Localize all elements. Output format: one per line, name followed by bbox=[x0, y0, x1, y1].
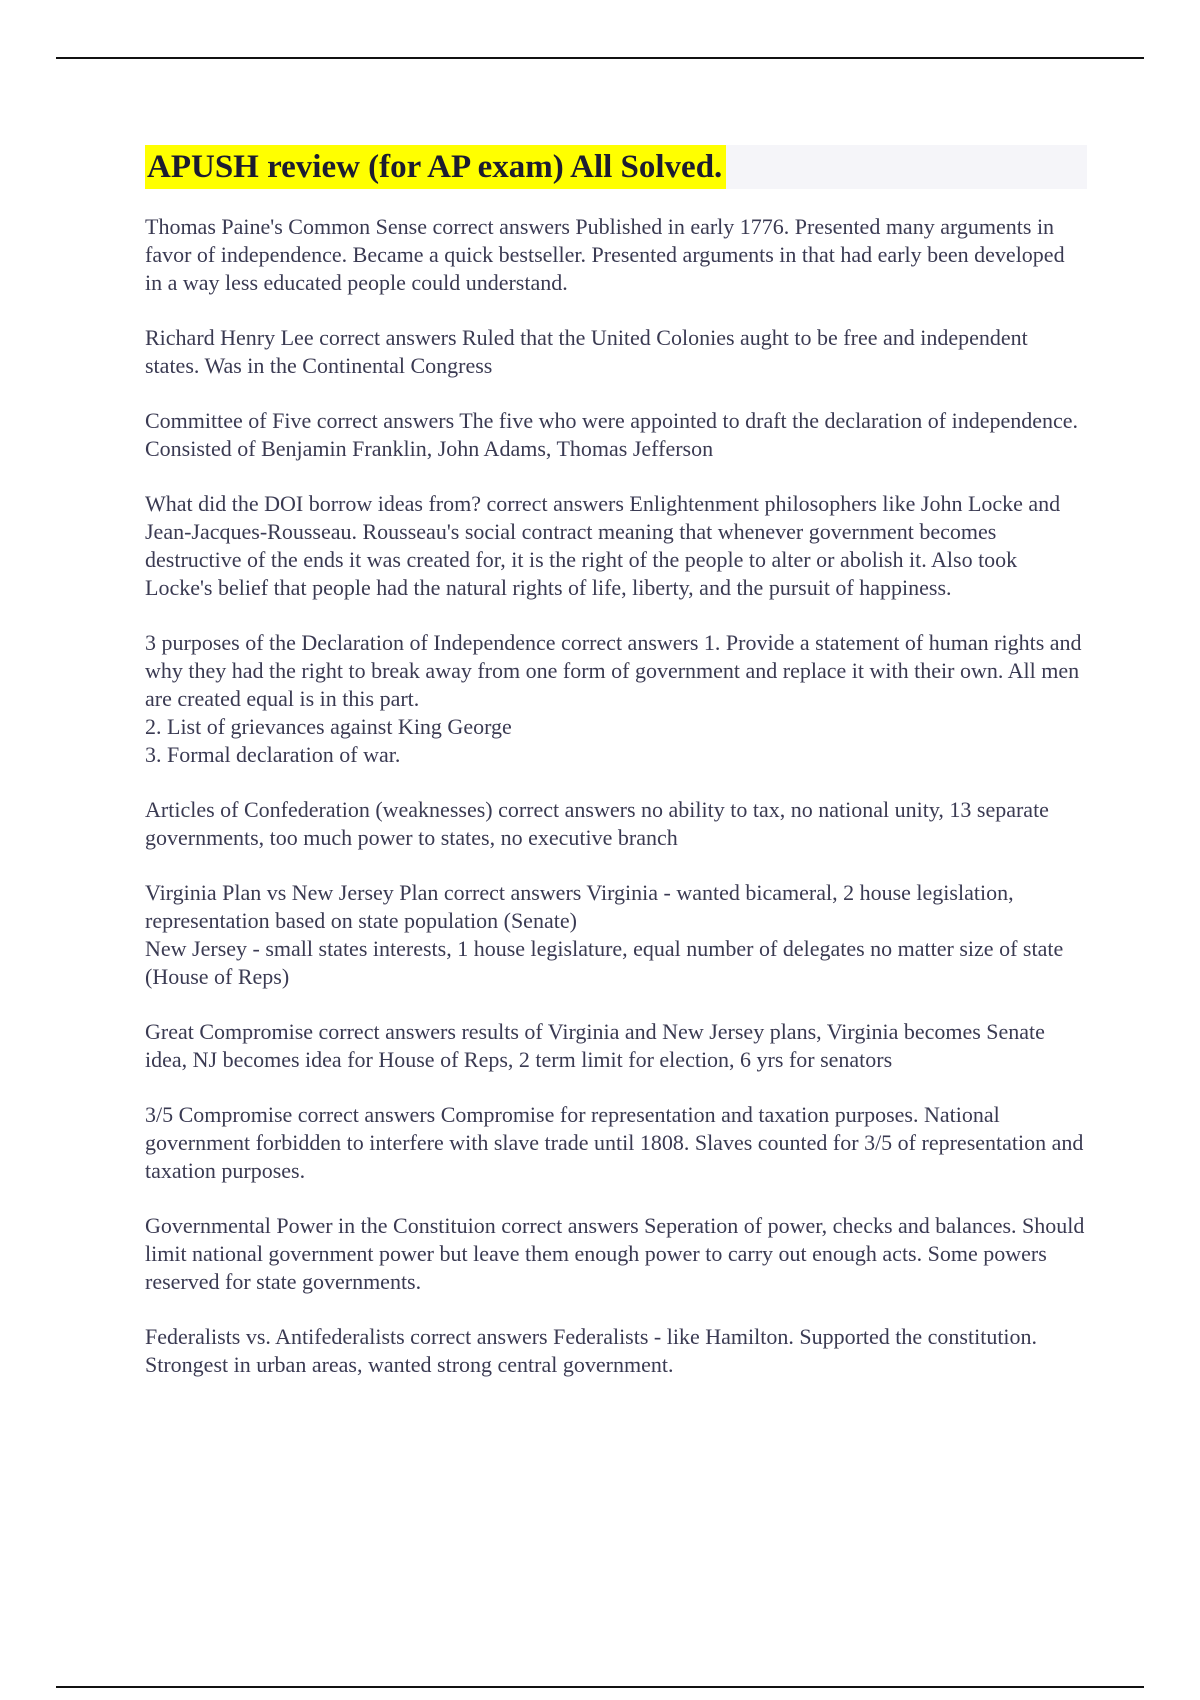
entry-list bbox=[145, 213, 1087, 1379]
qa-entry bbox=[145, 324, 1087, 380]
entry-text: Richard Henry Lee correct answers Ruled that the United Colonies aught to be free and independent states. Was in the Continental Congress bbox=[145, 325, 1028, 378]
qa-entry bbox=[145, 796, 1087, 852]
document-title: APUSH review (for AP exam) All Solved. bbox=[145, 145, 726, 189]
qa-entry bbox=[145, 629, 1087, 769]
entry-text: 2. List of grievances against King George bbox=[145, 714, 512, 739]
entry-text: Articles of Confederation (weaknesses) correct answers no ability to tax, no national unity, 13 separate governments, too much power to states, no executive branch bbox=[145, 797, 1049, 850]
qa-entry bbox=[145, 1212, 1087, 1296]
entry-text: Governmental Power in the Constituion correct answers Seperation of power, checks and balances. Should limit national government power but leave them enough power to carry out enough acts. Some powers reserved for state governments. bbox=[145, 1213, 1085, 1294]
title-band bbox=[145, 145, 1087, 189]
qa-entry bbox=[145, 407, 1087, 463]
qa-entry bbox=[145, 490, 1087, 602]
header-rule bbox=[56, 57, 1144, 59]
document-body bbox=[145, 145, 1087, 1406]
entry-text: 3. Formal declaration of war. bbox=[145, 742, 401, 767]
qa-entry bbox=[145, 1018, 1087, 1074]
entry-text: 3 purposes of the Declaration of Independence correct answers 1. Provide a statement of human rights and why they had the right to break away from one form of government and replace it with their own. All men are created equal is in this part. bbox=[145, 630, 1082, 711]
qa-entry bbox=[145, 1323, 1087, 1379]
entry-text: 3/5 Compromise correct answers Compromise for representation and taxation purposes. National government forbidden to interfere with slave trade until 1808. Slaves counted for 3/5 of representation and taxation purposes. bbox=[145, 1102, 1084, 1183]
entry-text: Great Compromise correct answers results of Virginia and New Jersey plans, Virginia becomes Senate idea, NJ becomes idea for House of Reps, 2 term limit for election, 6 yrs for senators bbox=[145, 1019, 1045, 1072]
entry-text: Federalists vs. Antifederalists correct answers Federalists - like Hamilton. Supported the constitution. Strongest in urban areas, wanted strong central government. bbox=[145, 1324, 1038, 1377]
qa-entry bbox=[145, 879, 1087, 991]
qa-entry bbox=[145, 1101, 1087, 1185]
entry-text: Committee of Five correct answers The five who were appointed to draft the declaration of independence. Consisted of Benjamin Franklin, John Adams, Thomas Jefferson bbox=[145, 408, 1079, 461]
entry-text: Thomas Paine's Common Sense correct answers Published in early 1776. Presented many arguments in favor of independence. Became a quick bestseller. Presented arguments in that had early been developed in a way less educated people could understand. bbox=[145, 214, 1065, 295]
entry-text: What did the DOI borrow ideas from? correct answers Enlightenment philosophers like John Locke and Jean-Jacques-Rousseau. Rousseau's social contract meaning that whenever government becomes destructive of the ends it was created for, it is the right of the people to alter or abolish it. Also took Locke's belief that people had the natural rights of life, liberty, and the pursuit of happiness. bbox=[145, 491, 1061, 600]
qa-entry bbox=[145, 213, 1087, 297]
entry-text: New Jersey - small states interests, 1 house legislature, equal number of delegates no matter size of state (House of Reps) bbox=[145, 936, 1064, 989]
footer-rule bbox=[56, 1686, 1144, 1688]
entry-text: Virginia Plan vs New Jersey Plan correct answers Virginia - wanted bicameral, 2 house legislation, representation based on state population (Senate) bbox=[145, 880, 1014, 933]
